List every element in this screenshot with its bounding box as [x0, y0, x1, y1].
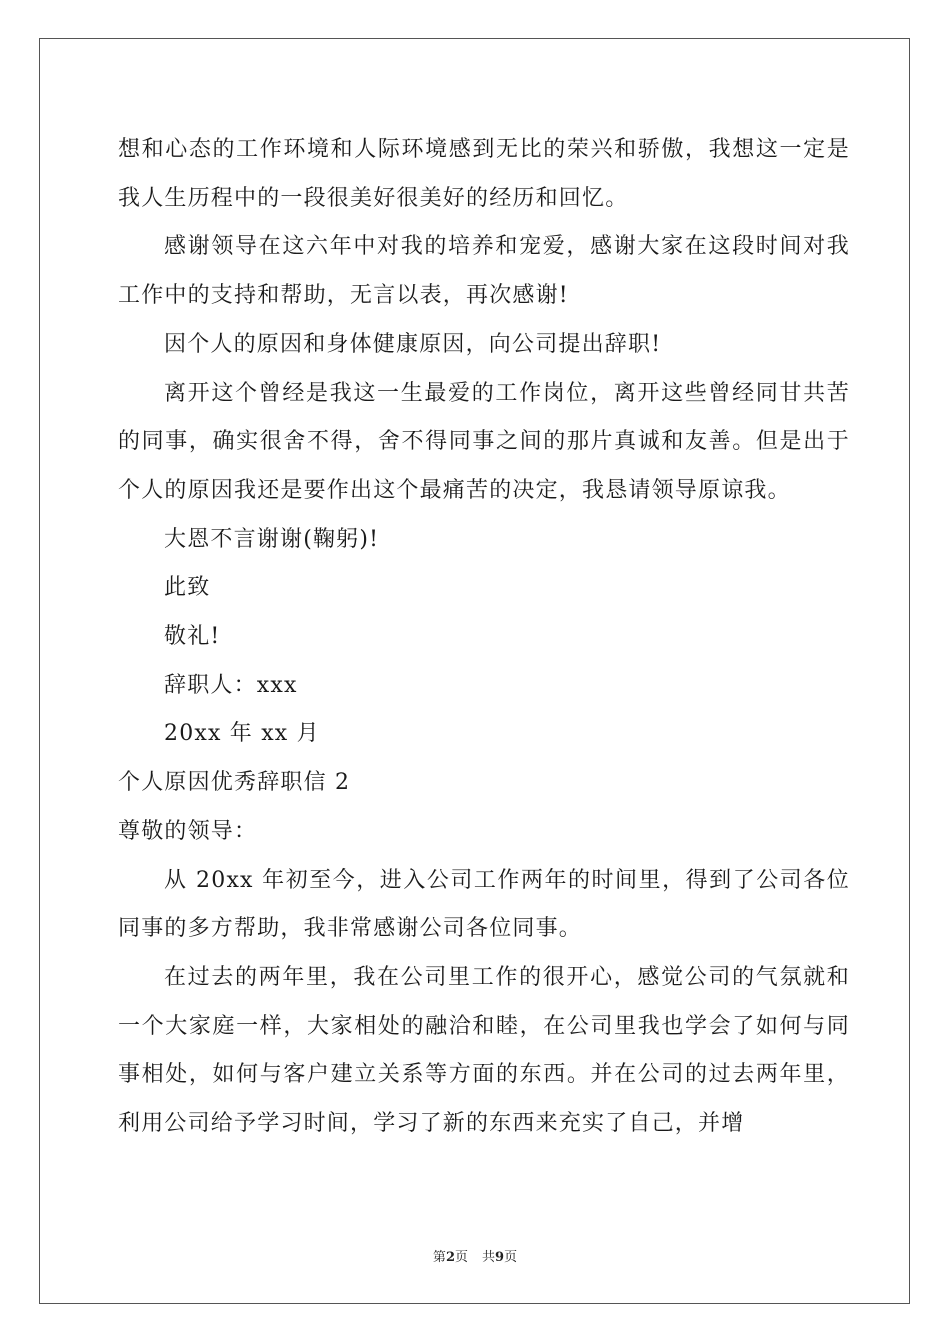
- page-suffix: 页: [454, 1250, 468, 1265]
- closing-salutation: 此致: [164, 575, 211, 601]
- total-prefix: 共: [482, 1250, 496, 1265]
- paragraph: 从 20xx 年初至今，进入公司工作两年的时间里，得到了公司各位同事的多方帮助，我非常感谢公司各位同事。: [118, 867, 850, 942]
- closing-respect: 敬礼!: [164, 624, 221, 650]
- section-heading: 个人原因优秀辞职信 2: [118, 770, 351, 796]
- paragraph: 想和心态的工作环境和人际环境感到无比的荣兴和骄傲，我想这一定是我人生历程中的一段很美好很美好的经历和回忆。: [118, 137, 850, 211]
- paragraph: 因个人的原因和身体健康原因，向公司提出辞职!: [164, 331, 662, 357]
- total-suffix: 页: [504, 1250, 518, 1265]
- page-prefix: 第: [432, 1250, 446, 1265]
- date-line: 20xx 年 xx 月: [164, 721, 320, 747]
- paragraph: 大恩不言谢谢(鞠躬)!: [164, 526, 380, 552]
- document-body: [118, 126, 850, 1149]
- page-current-number: 2: [445, 1250, 455, 1265]
- paragraph: 感谢领导在这六年中对我的培养和宠爱，感谢大家在这段时间对我工作中的支持和帮助，无言以表，再次感谢!: [118, 234, 850, 309]
- paragraph: 离开这个曾经是我这一生最爱的工作岗位，离开这些曾经同甘共苦的同事，确实很舍不得，舍不得同事之间的那片真诚和友善。但是出于个人的原因我还是要作出这个最痛苦的决定，我恳请领导原谅我。: [118, 380, 850, 503]
- signature-line: 辞职人：xxx: [164, 672, 298, 698]
- greeting: 尊敬的领导：: [118, 818, 258, 844]
- paragraph: 在过去的两年里，我在公司里工作的很开心，感觉公司的气氛就和一个大家庭一样，大家相处的融洽和睦，在公司里我也学会了如何与同事相处，如何与客户建立关系等方面的东西。并在公司的过去两年里，利用公司给予学习时间，学习了新的东西来充实了自己，并增: [118, 964, 850, 1137]
- page-total-number: 9: [495, 1250, 505, 1265]
- page-footer: [0, 1246, 950, 1265]
